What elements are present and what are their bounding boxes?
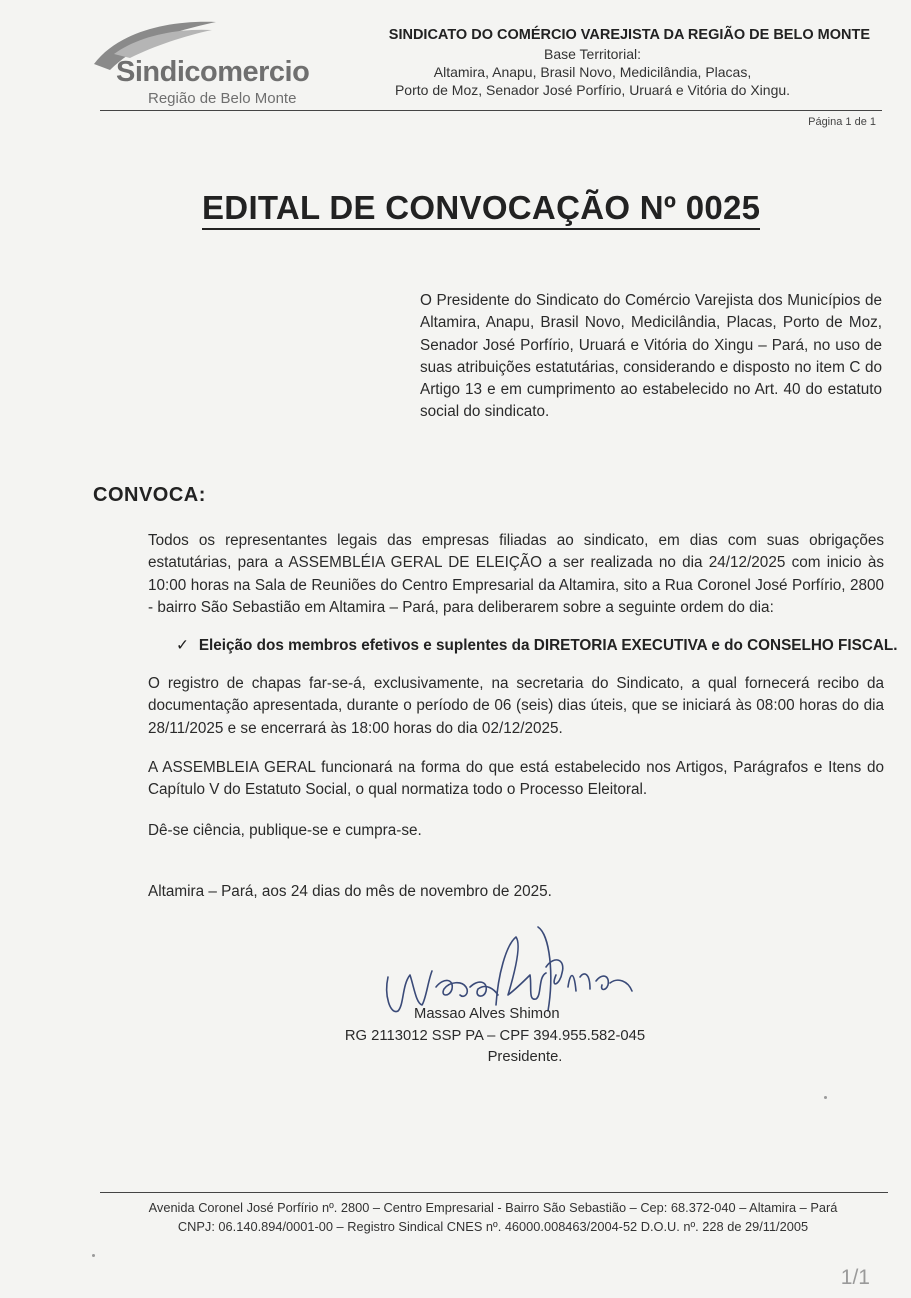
signatory-name: Massao Alves Shimon (414, 1006, 560, 1022)
signature-stroke-4 (496, 937, 546, 1005)
place-date: Altamira – Pará, aos 24 dias do mês de novembro de 2025. (148, 883, 552, 900)
footer-address: Avenida Coronel José Porfírio nº. 2800 – Centro Empresarial - Bairro São Sebastião – Cep: 68.372-040 – Altamira – Pará (148, 1200, 838, 1215)
registration-paragraph: O registro de chapas far-se-á, exclusivamente, na secretaria do Sindicato, a qual fornecerá recibo da documentação apresentada, durante o período de 06 (seis) dias úteis, que se iniciará às 08:00 horas do dia 28/11/2025 e se encerrará às 18:00 horas do dia 02/12/2025. (148, 675, 884, 737)
page-indicator: 1/1 (840, 1266, 870, 1289)
header-divider (100, 110, 882, 111)
signatory-role: Presidente. (487, 1049, 563, 1065)
convocation-paragraph: Todos os representantes legais das empresas filiadas ao sindicato, em dias com suas obrigações estatutárias, para a ASSEMBLÉIA GERAL DE ELEIÇÃO a ser realizada no dia 24/12/2025 com inicio às 10:00 horas na Sala de Reuniões do Centro Empresarial da Altamira, sito a Rua Coronel José Porfírio, 2800 - bairro São Sebastião em Altamira – Pará, para deliberarem sobre a seguinte ordem do dia: (148, 532, 884, 616)
signature-stroke-3 (470, 982, 498, 996)
base-territorial-line-1: Altamira, Anapu, Brasil Novo, Medicilândia, Placas, (433, 64, 752, 80)
base-territorial-label: Base Territorial: (543, 46, 641, 62)
signature-stroke-2 (436, 980, 467, 996)
page-info: Página 1 de 1 (808, 116, 876, 128)
logo-wordmark: Sindicomercio (116, 56, 310, 88)
signature-stroke-5 (538, 927, 563, 1011)
agenda-item (176, 636, 898, 655)
footer-registration: CNPJ: 06.140.894/0001-00 – Registro Sindical CNES nº. 46000.008463/2004-52 D.O.U. nº. 228 de 29/11/2005 (177, 1219, 809, 1234)
agenda-item-text: Eleição dos membros efetivos e suplentes da DIRETORIA EXECUTIVA e do CONSELHO FISCAL. (198, 637, 898, 654)
organization-name: SINDICATO DO COMÉRCIO VAREJISTA DA REGIÃO DE BELO MONTE (388, 27, 870, 43)
publication-paragraph: Dê-se ciência, publique-se e cumpra-se. (148, 822, 422, 839)
convoca-heading: CONVOCA: (93, 484, 206, 506)
scan-speck (824, 1096, 827, 1099)
signatory-documents: RG 2113012 SSP PA – CPF 394.955.582-045 (344, 1028, 646, 1044)
assembly-paragraph: A ASSEMBLEIA GERAL funcionará na forma do que está estabelecido nos Artigos, Parágrafos e Itens do Capítulo V do Estatuto Social, o qual normatiza todo o Processo Eleitoral. (148, 759, 884, 799)
footer-divider (100, 1192, 888, 1193)
check-icon: ✓ (176, 637, 189, 654)
preamble-paragraph: O Presidente do Sindicato do Comércio Varejista dos Municípios de Altamira, Anapu, Brasil Novo, Medicilândia, Placas, Porto de Moz, Senador José Porfírio, Uruará e Vitória do Xingu – Pará, no uso de suas atribuições estatutárias, considerando e disposto no item C do Artigo 13 e em cumprimento ao estabelecido no Art. 40 do estatuto social do sindicato. (420, 292, 882, 421)
scan-speck (92, 1254, 95, 1257)
logo-subtitle: Região de Belo Monte (148, 90, 297, 107)
base-territorial-line-2: Porto de Moz, Senador José Porfírio, Uruará e Vitória do Xingu. (394, 82, 791, 98)
document-title: EDITAL DE CONVOCAÇÃO Nº 0025 (202, 188, 760, 230)
signature-stroke-6 (568, 974, 632, 991)
